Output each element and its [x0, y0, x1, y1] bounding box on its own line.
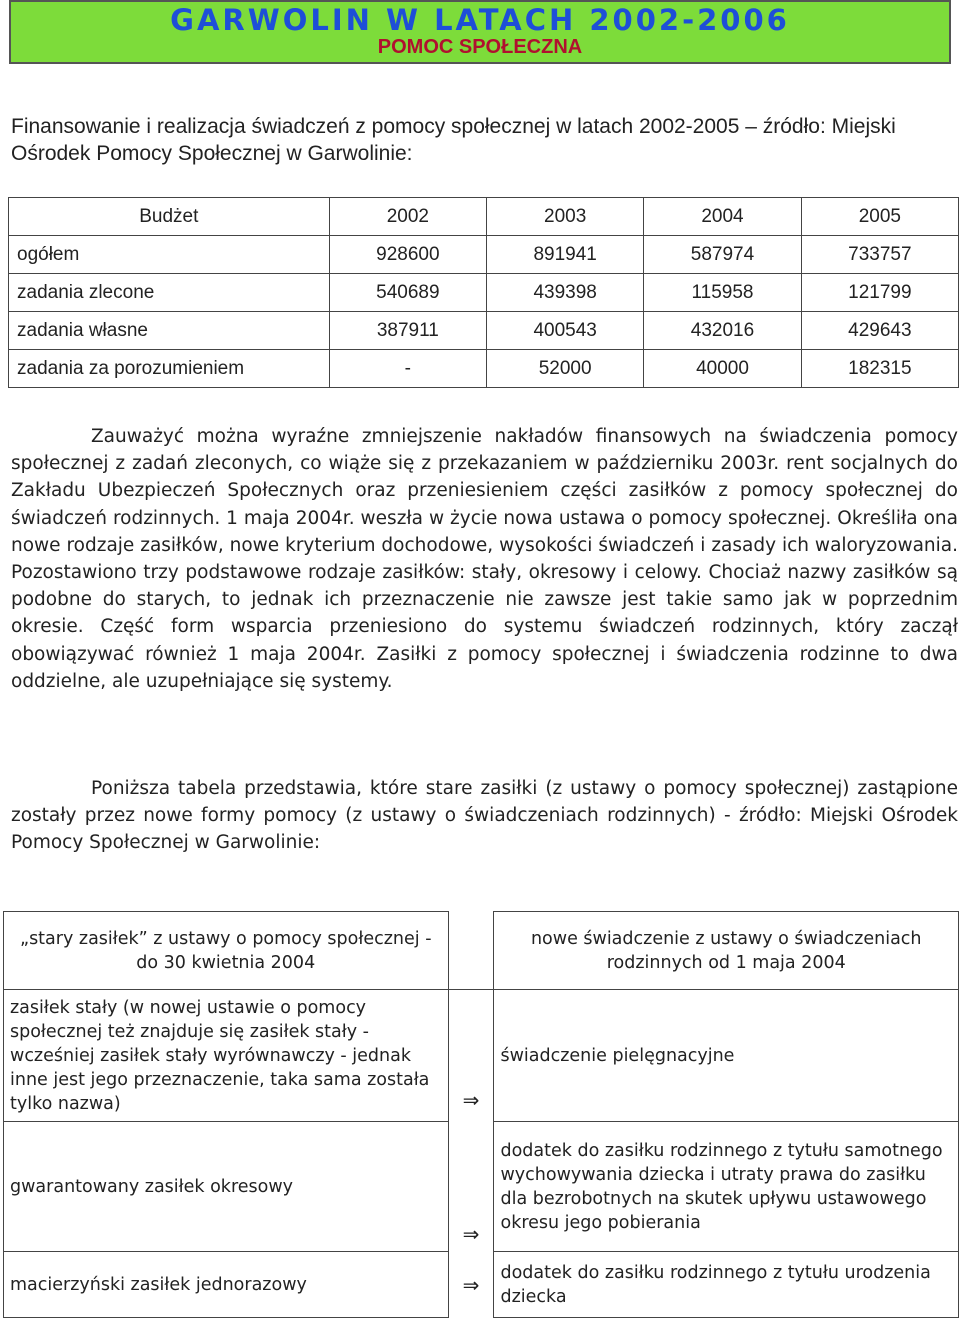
table-cell: 400543: [487, 312, 644, 350]
table-header-row: [9, 198, 959, 236]
table-cell: -: [329, 350, 486, 388]
new-benefit-cell: świadczenie pielęgnacyjne: [494, 990, 959, 1122]
paragraph-analysis: Zauważyć można wyraźne zmniejszenie nakładów finansowych na świadczenia pomocy społecznej z zadań zleconych, co wiąże się z przekazaniem w październiku 2003r. rent socjalnych do Zakładu Ubezpieczeń Społecznych oraz przeniesieniem części zasiłków z pomocy społecznej do świadczeń rodzinnych. 1 maja 2004r. weszła w życie nowa ustawa o pomocy społecznej. Określiła ona nowe rodzaje zasiłków, nowe kryterium dochodowe, wysokości świadczeń i zasady ich waloryzowania. Pozostawiono trzy podstawowe rodzaje zasiłków: stały, okresowy i celowy. Chociaż nazwy zasiłków są podobne do starych, to jednak ich przeznaczenie nie zawsze jest takie samo jak w poprzednim okresie. Część form wsparcia przeniesiono do systemu świadczeń rodzinnych, który zaczął obowiązywać również 1 maja 2004r. Zasiłki z pomocy społecznej i świadczenia rodzinne to dwa oddzielne, ale uzupełniające się systemy.: [11, 426, 958, 692]
table-cell: 439398: [487, 274, 644, 312]
old-benefit-cell: gwarantowany zasiłek okresowy: [4, 1122, 449, 1252]
table-cell: 429643: [801, 312, 958, 350]
row-label: ogółem: [9, 236, 330, 274]
comparison-row: [4, 1122, 959, 1252]
table-cell: 587974: [644, 236, 801, 274]
header-cell: 2002: [329, 198, 486, 236]
header-cell: 2003: [487, 198, 644, 236]
title-banner: [9, 0, 951, 64]
comparison-row: [4, 990, 959, 1122]
table-cell: 540689: [329, 274, 486, 312]
table-row: [9, 274, 959, 312]
page-title: GARWOLIN W LATACH 2002-2006: [170, 3, 790, 37]
comparison-row: [4, 1252, 959, 1318]
budget-table: [8, 197, 959, 388]
header-cell: 2005: [801, 198, 958, 236]
row-label: zadania własne: [9, 312, 330, 350]
table-cell: 432016: [644, 312, 801, 350]
table-cell: 387911: [329, 312, 486, 350]
new-benefit-cell: dodatek do zasiłku rodzinnego z tytułu urodzenia dziecka: [494, 1252, 959, 1318]
header-old-benefit: „stary zasiłek” z ustawy o pomocy społecznej - do 30 kwietnia 2004: [4, 912, 449, 990]
table-cell: 121799: [801, 274, 958, 312]
table-row: [9, 312, 959, 350]
table-row: [9, 236, 959, 274]
comparison-table: [3, 911, 959, 1318]
table-cell: 40000: [644, 350, 801, 388]
arrow-right-icon: ⇒: [462, 1272, 480, 1297]
table-cell: 928600: [329, 236, 486, 274]
old-benefit-cell: zasiłek stały (w nowej ustawie o pomocy społecznej też znajduje się zasiłek stały - wcześniej zasiłek stały wyrównawczy - jednak inne jest jego przeznaczenie, taka sama została tylko nazwa): [4, 990, 449, 1122]
table-cell: 52000: [487, 350, 644, 388]
arrow-right-icon: ⇒: [462, 1221, 480, 1246]
old-benefit-cell: macierzyński zasiłek jednorazowy: [4, 1252, 449, 1318]
arrow-right-icon: ⇒: [462, 1087, 480, 1112]
row-label: zadania zlecone: [9, 274, 330, 312]
table-cell: 115958: [644, 274, 801, 312]
table-cell: 182315: [801, 350, 958, 388]
intro-text: Finansowanie i realizacja świadczeń z pomocy społecznej w latach 2002-2005 – źródło: Miejski Ośrodek Pomocy Społecznej w Garwolinie:: [11, 115, 896, 165]
paragraph-table-intro: Poniższa tabela przedstawia, które stare zasiłki (z ustawy o pomocy społecznej) zastąpione zostały przez nowe formy pomocy (z ustawy o świadczeniach rodzinnych) - źródło: Miejski Ośrodek Pomocy Społecznej w Garwolinie:: [11, 778, 958, 854]
table-cell: 733757: [801, 236, 958, 274]
row-label: zadania za porozumieniem: [9, 350, 330, 388]
header-cell: 2004: [644, 198, 801, 236]
page-subtitle: POMOC SPOŁECZNA: [377, 36, 583, 58]
table-cell: 891941: [487, 236, 644, 274]
header-new-benefit: nowe świadczenie z ustawy o świadczeniach rodzinnych od 1 maja 2004: [494, 912, 959, 990]
header-cell: Budżet: [9, 198, 330, 236]
new-benefit-cell: dodatek do zasiłku rodzinnego z tytułu samotnego wychowywania dziecka i utraty prawa do zasiłku dla bezrobotnych na skutek upływu ustawowego okresu jego pobierania: [494, 1122, 959, 1252]
comparison-header-row: [4, 912, 959, 990]
table-row: [9, 350, 959, 388]
